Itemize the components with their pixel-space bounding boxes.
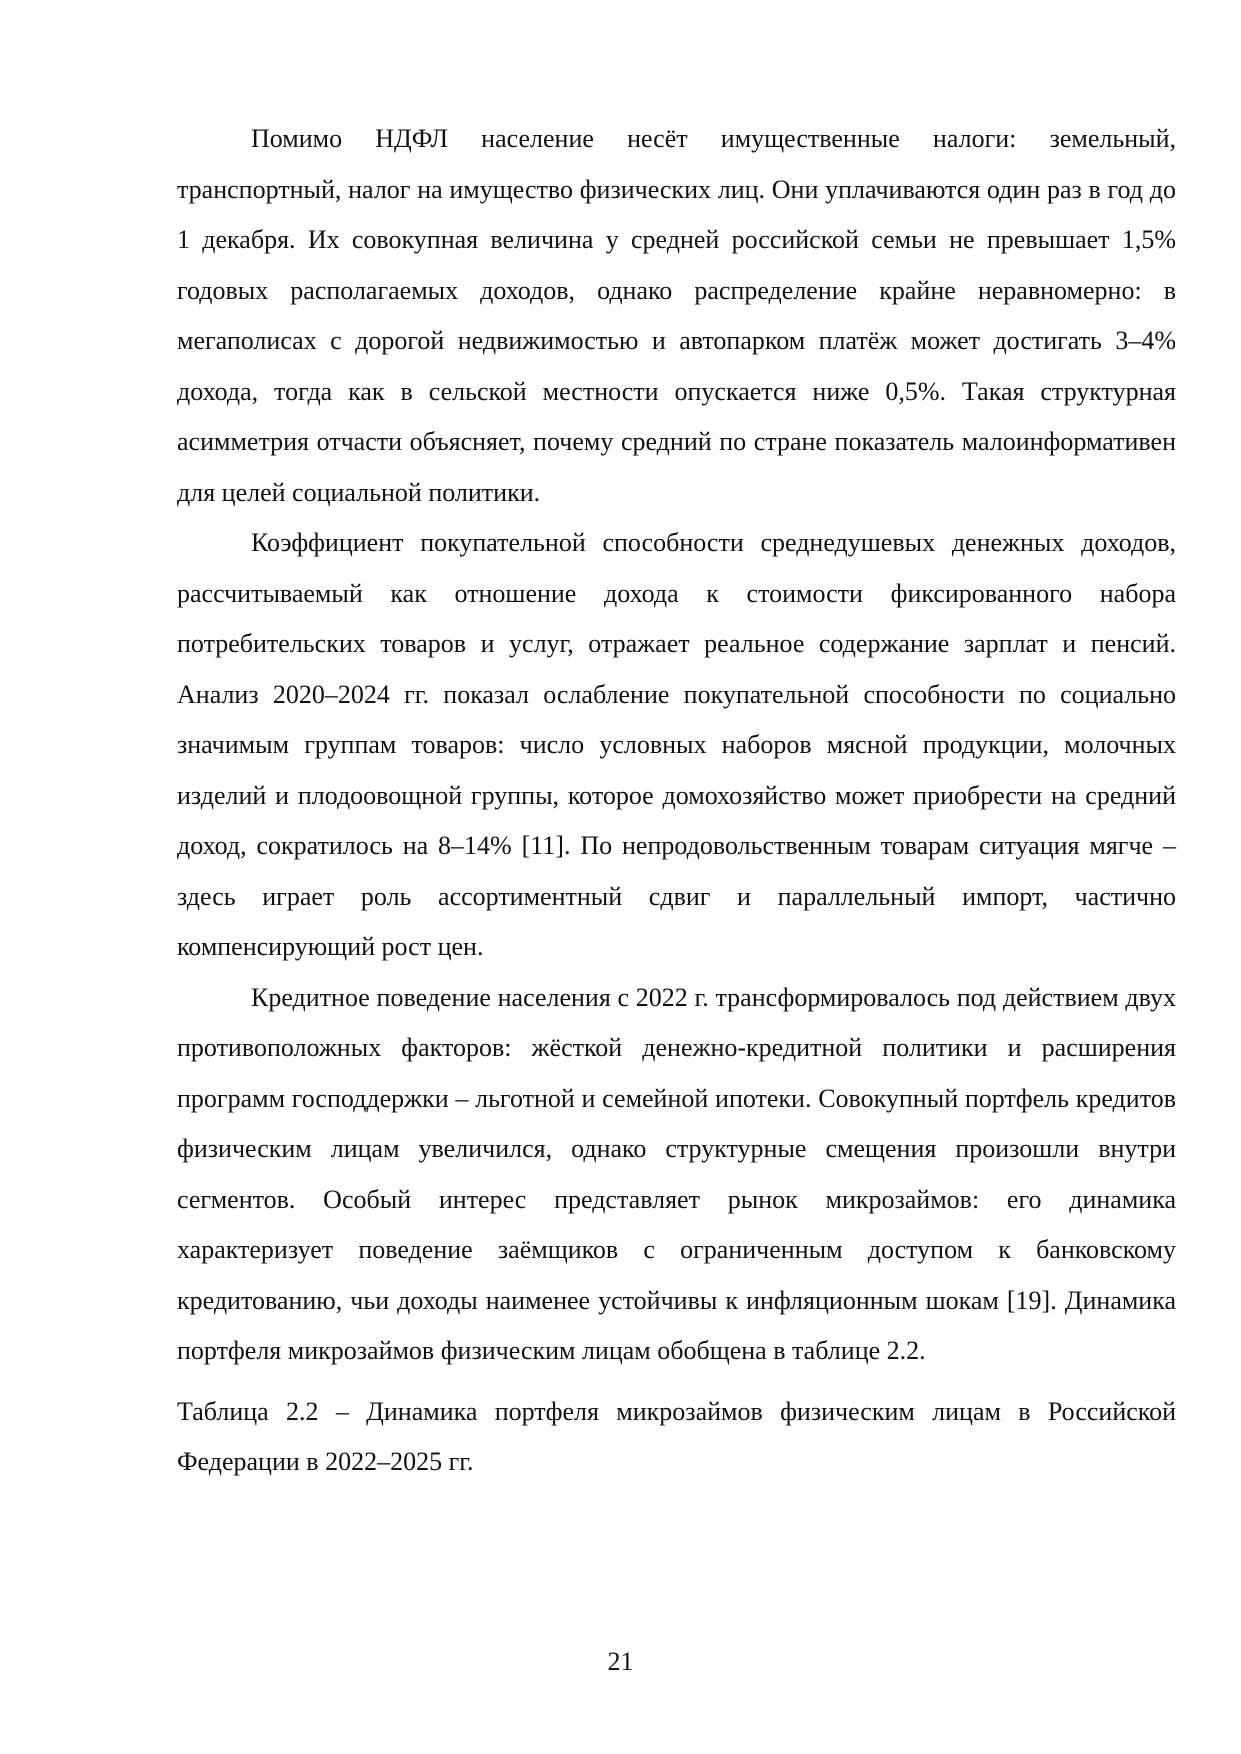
paragraph-credit-behavior: Кредитное поведение населения с 2022 г. трансформировалось под действием двух противоположных факторов: жёсткой денежно-кредитной политики и расширения программ господдержки – льготной и семейной ипотеки. Совокупный портфель кредитов физическим лицам увеличился, однако структурные смещения произошли внутри сегментов. Особый интерес представляет рынок микрозаймов: его динамика характеризует поведение заёмщиков с ограниченным доступом к банковскому кредитованию, чьи доходы наименее устойчивы к инфляционным шокам [19]. Динамика портфеля микрозаймов физическим лицам обобщена в таблице 2.2. [177, 982, 1176, 1365]
page-number: 21 [607, 1647, 634, 1676]
paragraph-property-taxes: Помимо НДФЛ население несёт имущественные налоги: земельный, транспортный, налог на имущество физических лиц. Они уплачиваются один раз в год до 1 декабря. Их совокупная величина у средней российской семьи не превышает 1,5% годовых располагаемых доходов, однако распределение крайне неравномерно: в мегаполисах с дорогой недвижимостью и автопарком платёж может достигать 3–4% дохода, тогда как в сельской местности опускается ниже 0,5%. Такая структурная асимметрия отчасти объясняет, почему средний по стране показатель малоинформативен для целей социальной политики. [177, 124, 1176, 507]
paragraph-purchasing-power: Коэффициент покупательной способности среднедушевых денежных доходов, рассчитываемый как отношение дохода к стоимости фиксированного набора потребительских товаров и услуг, отражает реальное содержание зарплат и пенсий. Анализ 2020–2024 гг. показал ослабление покупательной способности по социально значимым группам товаров: число условных наборов мясной продукции, молочных изделий и плодоовощной группы, которое домохозяйство может приобрести на средний доход, сократилось на 8–14% [11]. По непродовольственным товарам ситуация мягче – здесь играет роль ассортиментный сдвиг и параллельный импорт, частично компенсирующий рост цен. [177, 528, 1176, 961]
body-text [177, 114, 1176, 1488]
table-caption: Таблица 2.2 – Динамика портфеля микрозаймов физическим лицам в Российской Федерации в 2022–2025 гг. [177, 1396, 1176, 1476]
